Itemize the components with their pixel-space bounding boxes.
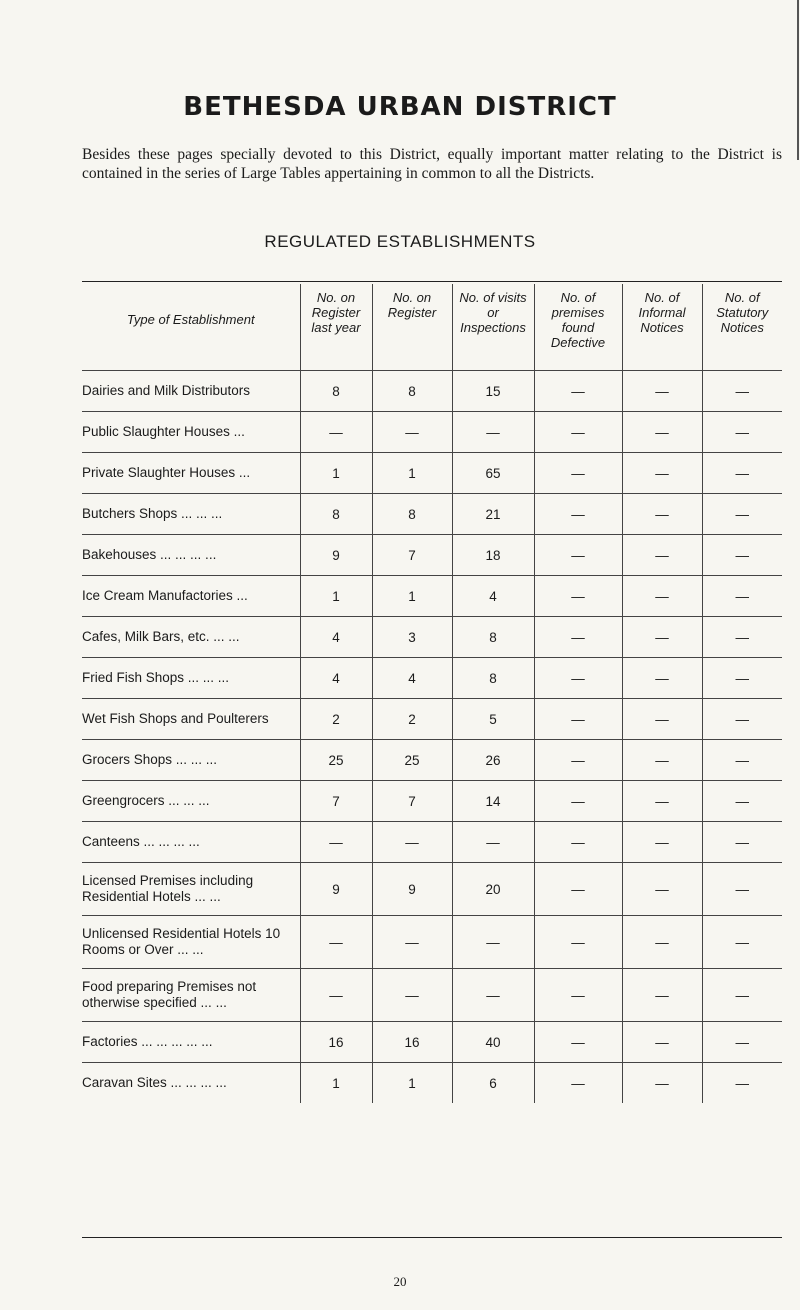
establishment-type: Public Slaughter Houses ... bbox=[82, 424, 245, 439]
value-cell: — bbox=[702, 699, 782, 740]
value-cell: — bbox=[534, 1063, 622, 1104]
value-cell: 4 bbox=[452, 576, 534, 617]
establishment-type: Canteens ... ... ... ... bbox=[82, 834, 200, 849]
value-cell: — bbox=[622, 740, 702, 781]
value-cell: — bbox=[702, 412, 782, 453]
value-cell: — bbox=[702, 781, 782, 822]
table-row bbox=[82, 453, 782, 494]
value-cell: 14 bbox=[452, 781, 534, 822]
value-cell: — bbox=[622, 494, 702, 535]
table-row bbox=[82, 412, 782, 453]
value-cell: 1 bbox=[300, 576, 372, 617]
establishment-type-cell bbox=[82, 863, 300, 916]
table-row bbox=[82, 494, 782, 535]
value-cell: — bbox=[452, 412, 534, 453]
value-cell: — bbox=[702, 740, 782, 781]
value-cell: 7 bbox=[372, 781, 452, 822]
value-cell: — bbox=[622, 453, 702, 494]
establishment-type-cell bbox=[82, 699, 300, 740]
page-edge bbox=[797, 0, 799, 160]
value-cell: 16 bbox=[372, 1022, 452, 1063]
table-body bbox=[82, 371, 782, 1104]
value-cell: — bbox=[622, 371, 702, 412]
table-row bbox=[82, 916, 782, 969]
establishment-type: Grocers Shops ... ... ... bbox=[82, 752, 218, 767]
value-cell: — bbox=[534, 863, 622, 916]
value-cell: — bbox=[300, 822, 372, 863]
value-cell: 8 bbox=[300, 371, 372, 412]
value-cell: 26 bbox=[452, 740, 534, 781]
establishment-type: Caravan Sites ... ... ... ... bbox=[82, 1075, 227, 1090]
table-row bbox=[82, 617, 782, 658]
value-cell: 8 bbox=[372, 371, 452, 412]
page-title: BETHESDA URBAN DISTRICT bbox=[183, 92, 617, 122]
header-type: Type of Establishment bbox=[126, 311, 255, 327]
value-cell: — bbox=[452, 969, 534, 1022]
establishment-type: Greengrocers ... ... ... bbox=[82, 793, 210, 808]
value-cell: — bbox=[702, 535, 782, 576]
value-cell: — bbox=[534, 699, 622, 740]
value-cell: — bbox=[622, 969, 702, 1022]
value-cell: 2 bbox=[300, 699, 372, 740]
value-cell: — bbox=[622, 1022, 702, 1063]
value-cell: 4 bbox=[300, 658, 372, 699]
value-cell: — bbox=[300, 412, 372, 453]
establishment-type: Licensed Premises including Residential Hotels ... ... bbox=[82, 873, 254, 904]
value-cell: 8 bbox=[452, 617, 534, 658]
table-bottom-rule bbox=[82, 1237, 782, 1238]
establishment-type: Butchers Shops ... ... ... bbox=[82, 506, 223, 521]
value-cell: — bbox=[534, 453, 622, 494]
value-cell: — bbox=[622, 658, 702, 699]
value-cell: 8 bbox=[372, 494, 452, 535]
value-cell: — bbox=[534, 494, 622, 535]
value-cell: — bbox=[622, 412, 702, 453]
value-cell: — bbox=[452, 916, 534, 969]
value-cell: — bbox=[300, 916, 372, 969]
value-cell: 1 bbox=[372, 453, 452, 494]
value-cell: — bbox=[534, 658, 622, 699]
value-cell: — bbox=[534, 535, 622, 576]
establishment-type-cell bbox=[82, 1022, 300, 1063]
value-cell: — bbox=[622, 1063, 702, 1104]
value-cell: — bbox=[622, 916, 702, 969]
table-row bbox=[82, 1063, 782, 1104]
table-row bbox=[82, 863, 782, 916]
table-row bbox=[82, 576, 782, 617]
value-cell: 9 bbox=[300, 863, 372, 916]
page-number: 20 bbox=[393, 1274, 407, 1289]
value-cell: 65 bbox=[452, 453, 534, 494]
header-register: No. on Register bbox=[372, 284, 452, 371]
value-cell: — bbox=[372, 916, 452, 969]
establishment-type: Factories ... ... ... ... ... bbox=[82, 1034, 213, 1049]
value-cell: — bbox=[702, 969, 782, 1022]
value-cell: 5 bbox=[452, 699, 534, 740]
table-top-rule bbox=[82, 281, 782, 282]
value-cell: 7 bbox=[372, 535, 452, 576]
value-cell: — bbox=[622, 576, 702, 617]
value-cell: — bbox=[702, 617, 782, 658]
value-cell: 18 bbox=[452, 535, 534, 576]
value-cell: 2 bbox=[372, 699, 452, 740]
value-cell: — bbox=[534, 916, 622, 969]
value-cell: 15 bbox=[452, 371, 534, 412]
value-cell: — bbox=[702, 822, 782, 863]
value-cell: — bbox=[702, 863, 782, 916]
establishment-type-cell bbox=[82, 535, 300, 576]
table-row bbox=[82, 699, 782, 740]
value-cell: — bbox=[622, 617, 702, 658]
header-register-last-year: No. on Register last year bbox=[300, 284, 372, 371]
value-cell: — bbox=[702, 453, 782, 494]
table-row bbox=[82, 822, 782, 863]
table-row bbox=[82, 969, 782, 1022]
value-cell: 4 bbox=[300, 617, 372, 658]
value-cell: 16 bbox=[300, 1022, 372, 1063]
value-cell: — bbox=[534, 412, 622, 453]
value-cell: — bbox=[702, 576, 782, 617]
establishment-type: Wet Fish Shops and Poulterers bbox=[82, 711, 269, 726]
value-cell: 4 bbox=[372, 658, 452, 699]
table-row bbox=[82, 1022, 782, 1063]
table-row bbox=[82, 371, 782, 412]
table-row bbox=[82, 781, 782, 822]
value-cell: — bbox=[452, 822, 534, 863]
value-cell: 8 bbox=[452, 658, 534, 699]
table-header bbox=[82, 284, 782, 371]
value-cell: 25 bbox=[300, 740, 372, 781]
value-cell: — bbox=[702, 494, 782, 535]
value-cell: — bbox=[534, 576, 622, 617]
header-defective: No. of premises found Defective bbox=[534, 284, 622, 371]
establishment-type-cell bbox=[82, 969, 300, 1022]
establishment-type-cell bbox=[82, 658, 300, 699]
value-cell: — bbox=[534, 781, 622, 822]
establishment-type-cell bbox=[82, 412, 300, 453]
value-cell: — bbox=[702, 371, 782, 412]
value-cell: — bbox=[622, 699, 702, 740]
establishment-type-cell bbox=[82, 453, 300, 494]
value-cell: — bbox=[372, 822, 452, 863]
establishment-type-cell bbox=[82, 494, 300, 535]
value-cell: — bbox=[300, 969, 372, 1022]
value-cell: — bbox=[534, 1022, 622, 1063]
value-cell: 1 bbox=[372, 1063, 452, 1104]
establishment-type: Bakehouses ... ... ... ... bbox=[82, 547, 217, 562]
establishment-type: Fried Fish Shops ... ... ... bbox=[82, 670, 230, 685]
value-cell: — bbox=[534, 617, 622, 658]
establishment-type-cell bbox=[82, 371, 300, 412]
establishments-table bbox=[82, 284, 782, 1103]
value-cell: — bbox=[622, 535, 702, 576]
value-cell: — bbox=[372, 969, 452, 1022]
header-statutory-notices: No. of Statutory Notices bbox=[702, 284, 782, 371]
value-cell: 1 bbox=[300, 453, 372, 494]
value-cell: 1 bbox=[300, 1063, 372, 1104]
establishment-type-cell bbox=[82, 576, 300, 617]
value-cell: — bbox=[702, 1022, 782, 1063]
table-row bbox=[82, 658, 782, 699]
value-cell: — bbox=[702, 916, 782, 969]
value-cell: 3 bbox=[372, 617, 452, 658]
value-cell: — bbox=[534, 740, 622, 781]
value-cell: — bbox=[372, 412, 452, 453]
value-cell: — bbox=[534, 822, 622, 863]
establishment-type-cell bbox=[82, 822, 300, 863]
establishment-type: Dairies and Milk Distributors bbox=[82, 383, 251, 398]
value-cell: — bbox=[622, 863, 702, 916]
section-heading: REGULATED ESTABLISHMENTS bbox=[264, 232, 536, 251]
intro-paragraph: Besides these pages specially devoted to this District, equally important matter relating to the District is contained in the series of Large Tables appertaining in common to all the Districts. bbox=[82, 146, 782, 182]
value-cell: 25 bbox=[372, 740, 452, 781]
header-inspections: No. of visits or Inspections bbox=[452, 284, 534, 371]
value-cell: — bbox=[702, 1063, 782, 1104]
establishment-type-cell bbox=[82, 740, 300, 781]
establishment-type-cell bbox=[82, 781, 300, 822]
table-row bbox=[82, 535, 782, 576]
establishment-type-cell bbox=[82, 1063, 300, 1104]
establishment-type-cell bbox=[82, 916, 300, 969]
establishment-type: Food preparing Premises not otherwise specified ... ... bbox=[82, 979, 257, 1010]
value-cell: — bbox=[534, 371, 622, 412]
value-cell: 9 bbox=[300, 535, 372, 576]
value-cell: 1 bbox=[372, 576, 452, 617]
value-cell: 40 bbox=[452, 1022, 534, 1063]
value-cell: — bbox=[622, 822, 702, 863]
establishment-type: Cafes, Milk Bars, etc. ... ... bbox=[82, 629, 240, 644]
value-cell: 9 bbox=[372, 863, 452, 916]
value-cell: — bbox=[622, 781, 702, 822]
value-cell: 21 bbox=[452, 494, 534, 535]
value-cell: 7 bbox=[300, 781, 372, 822]
establishment-type-cell bbox=[82, 617, 300, 658]
establishment-type: Ice Cream Manufactories ... bbox=[82, 588, 248, 603]
value-cell: 6 bbox=[452, 1063, 534, 1104]
value-cell: — bbox=[534, 969, 622, 1022]
value-cell: 8 bbox=[300, 494, 372, 535]
header-informal-notices: No. of Informal Notices bbox=[622, 284, 702, 371]
table-row bbox=[82, 740, 782, 781]
establishment-type: Unlicensed Residential Hotels 10 Rooms or Over ... ... bbox=[82, 926, 281, 957]
value-cell: — bbox=[702, 658, 782, 699]
establishment-type: Private Slaughter Houses ... bbox=[82, 465, 251, 480]
value-cell: 20 bbox=[452, 863, 534, 916]
